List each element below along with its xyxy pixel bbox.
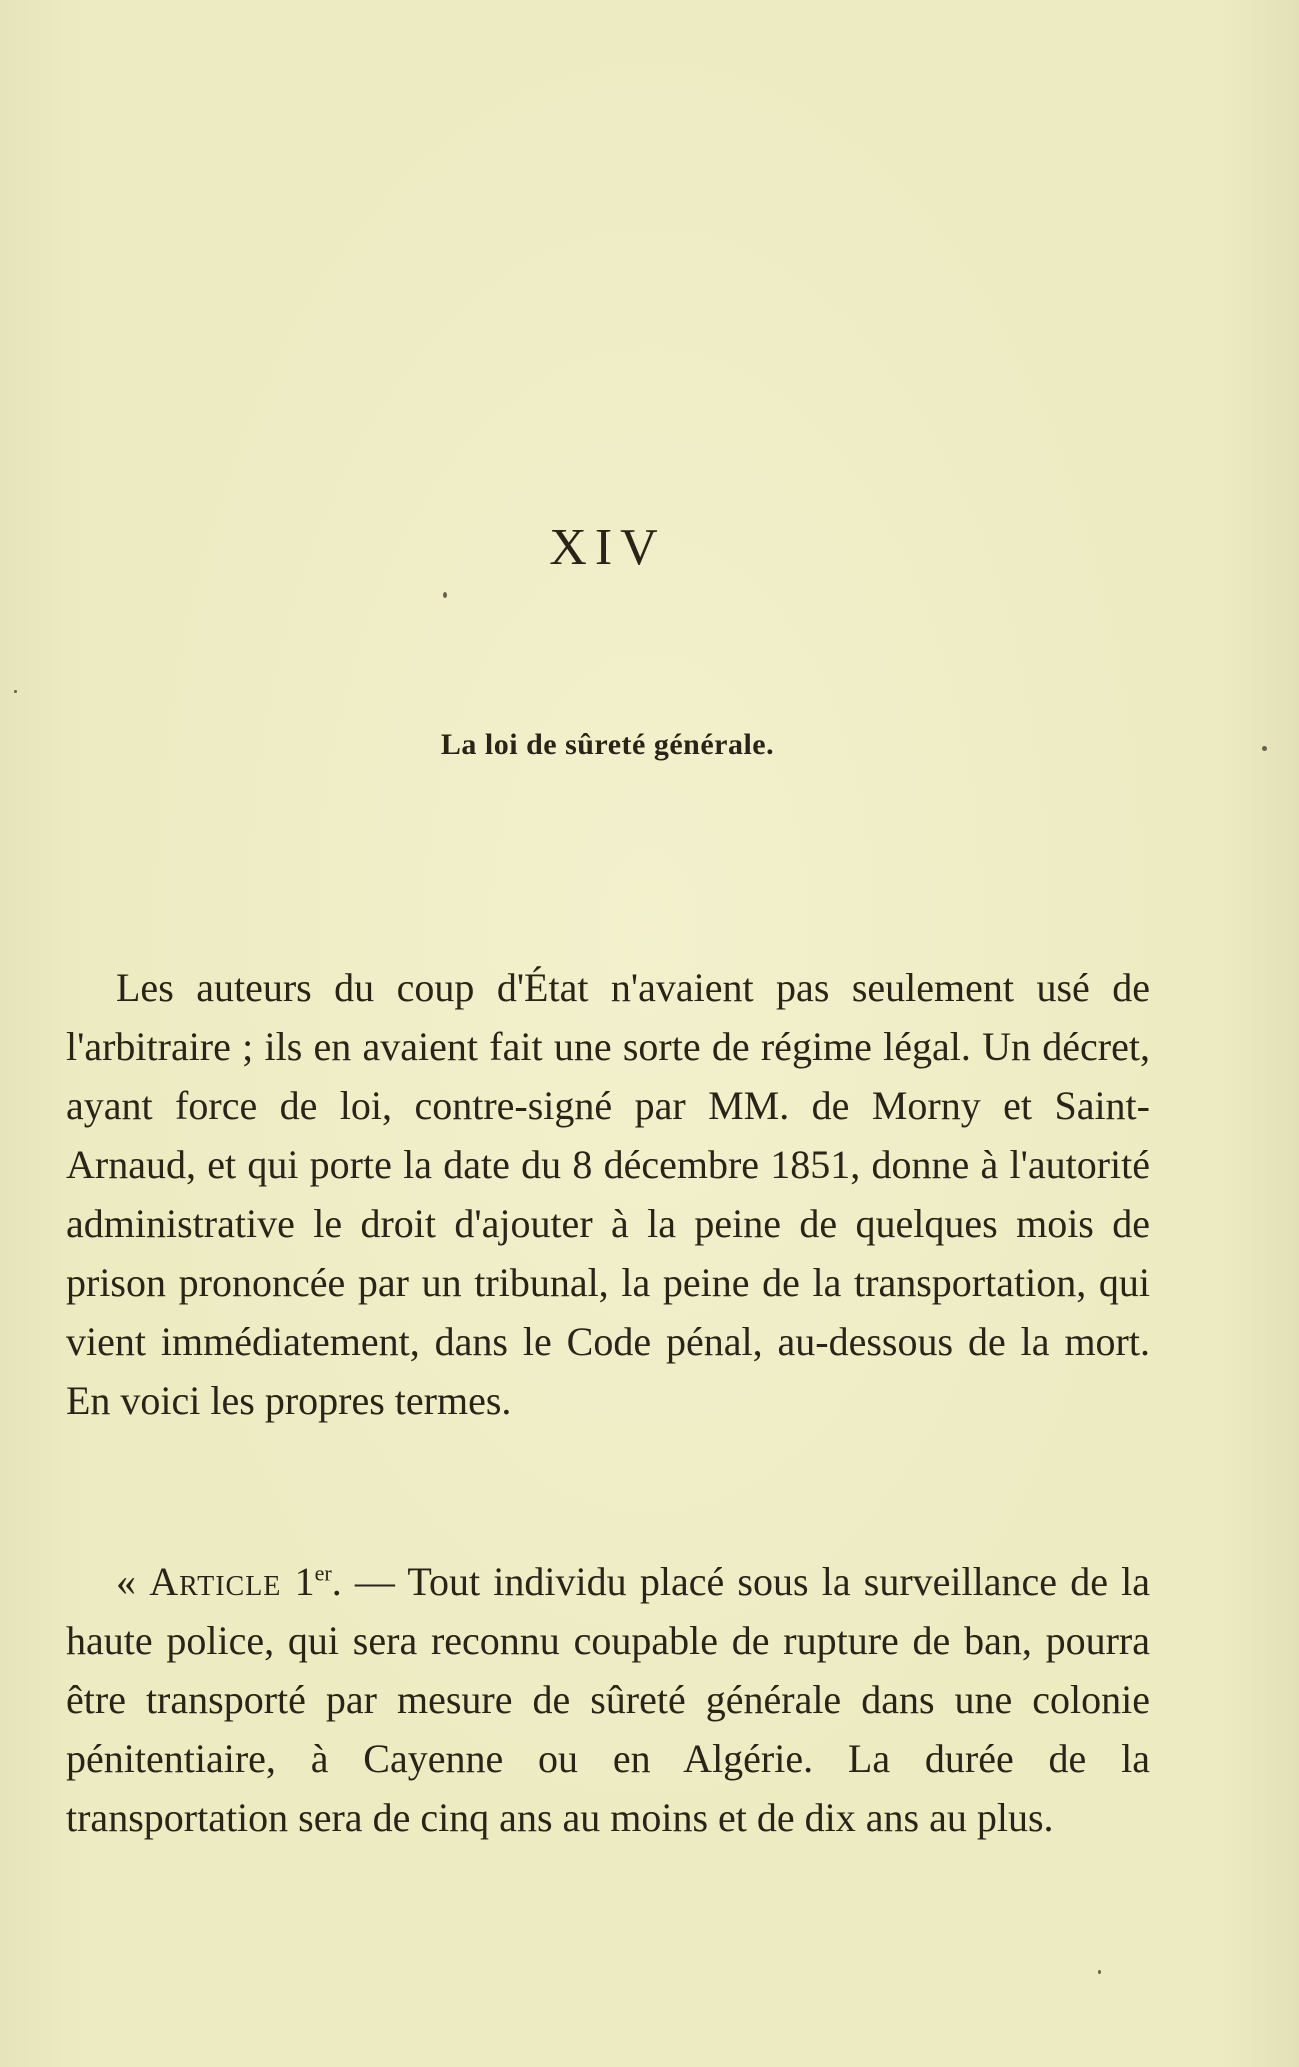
paper-speck <box>443 592 447 598</box>
article-text: . — Tout individu placé sous la surveillance de la haute police, qui sera reconnu coupable de rupture de ban, pourra être transporté par mesure de sûreté générale dans une colonie pénitentiaire, à Cayenne ou en Algérie. La durée de la transportation sera de cinq ans au moins et de dix ans au plus. <box>66 1559 1151 1840</box>
article-number: 1 <box>294 1559 315 1604</box>
chapter-title: La loi de sûreté générale. <box>440 728 775 761</box>
paper-speck <box>14 690 17 693</box>
paragraph-intro: Les auteurs du coup d'État n'avaient pas seulement usé de l'arbitraire ; ils en avaient fait une sorte de régime légal. Un décret, ayant force de loi, contre-signé par MM. de Morny et Saint-Arnaud, et qui porte la date du 8 décembre 1851, donne à l'autorité administrative le droit d'ajouter à la peine de quelques mois de prison prononcée par un tribunal, la peine de la transportation, qui vient immédiatement, dans le Code pénal, au-dessous de la mort. En voici les propres termes. <box>66 965 1150 1423</box>
article-suffix: er <box>314 1560 332 1586</box>
quote-open: « <box>116 1559 150 1604</box>
paper-speck <box>1262 746 1267 751</box>
paragraph-article <box>66 1552 1150 1847</box>
article-label: Article <box>149 1559 282 1604</box>
chapter-number: XIV <box>549 519 666 576</box>
paper-speck <box>1098 1970 1101 1974</box>
